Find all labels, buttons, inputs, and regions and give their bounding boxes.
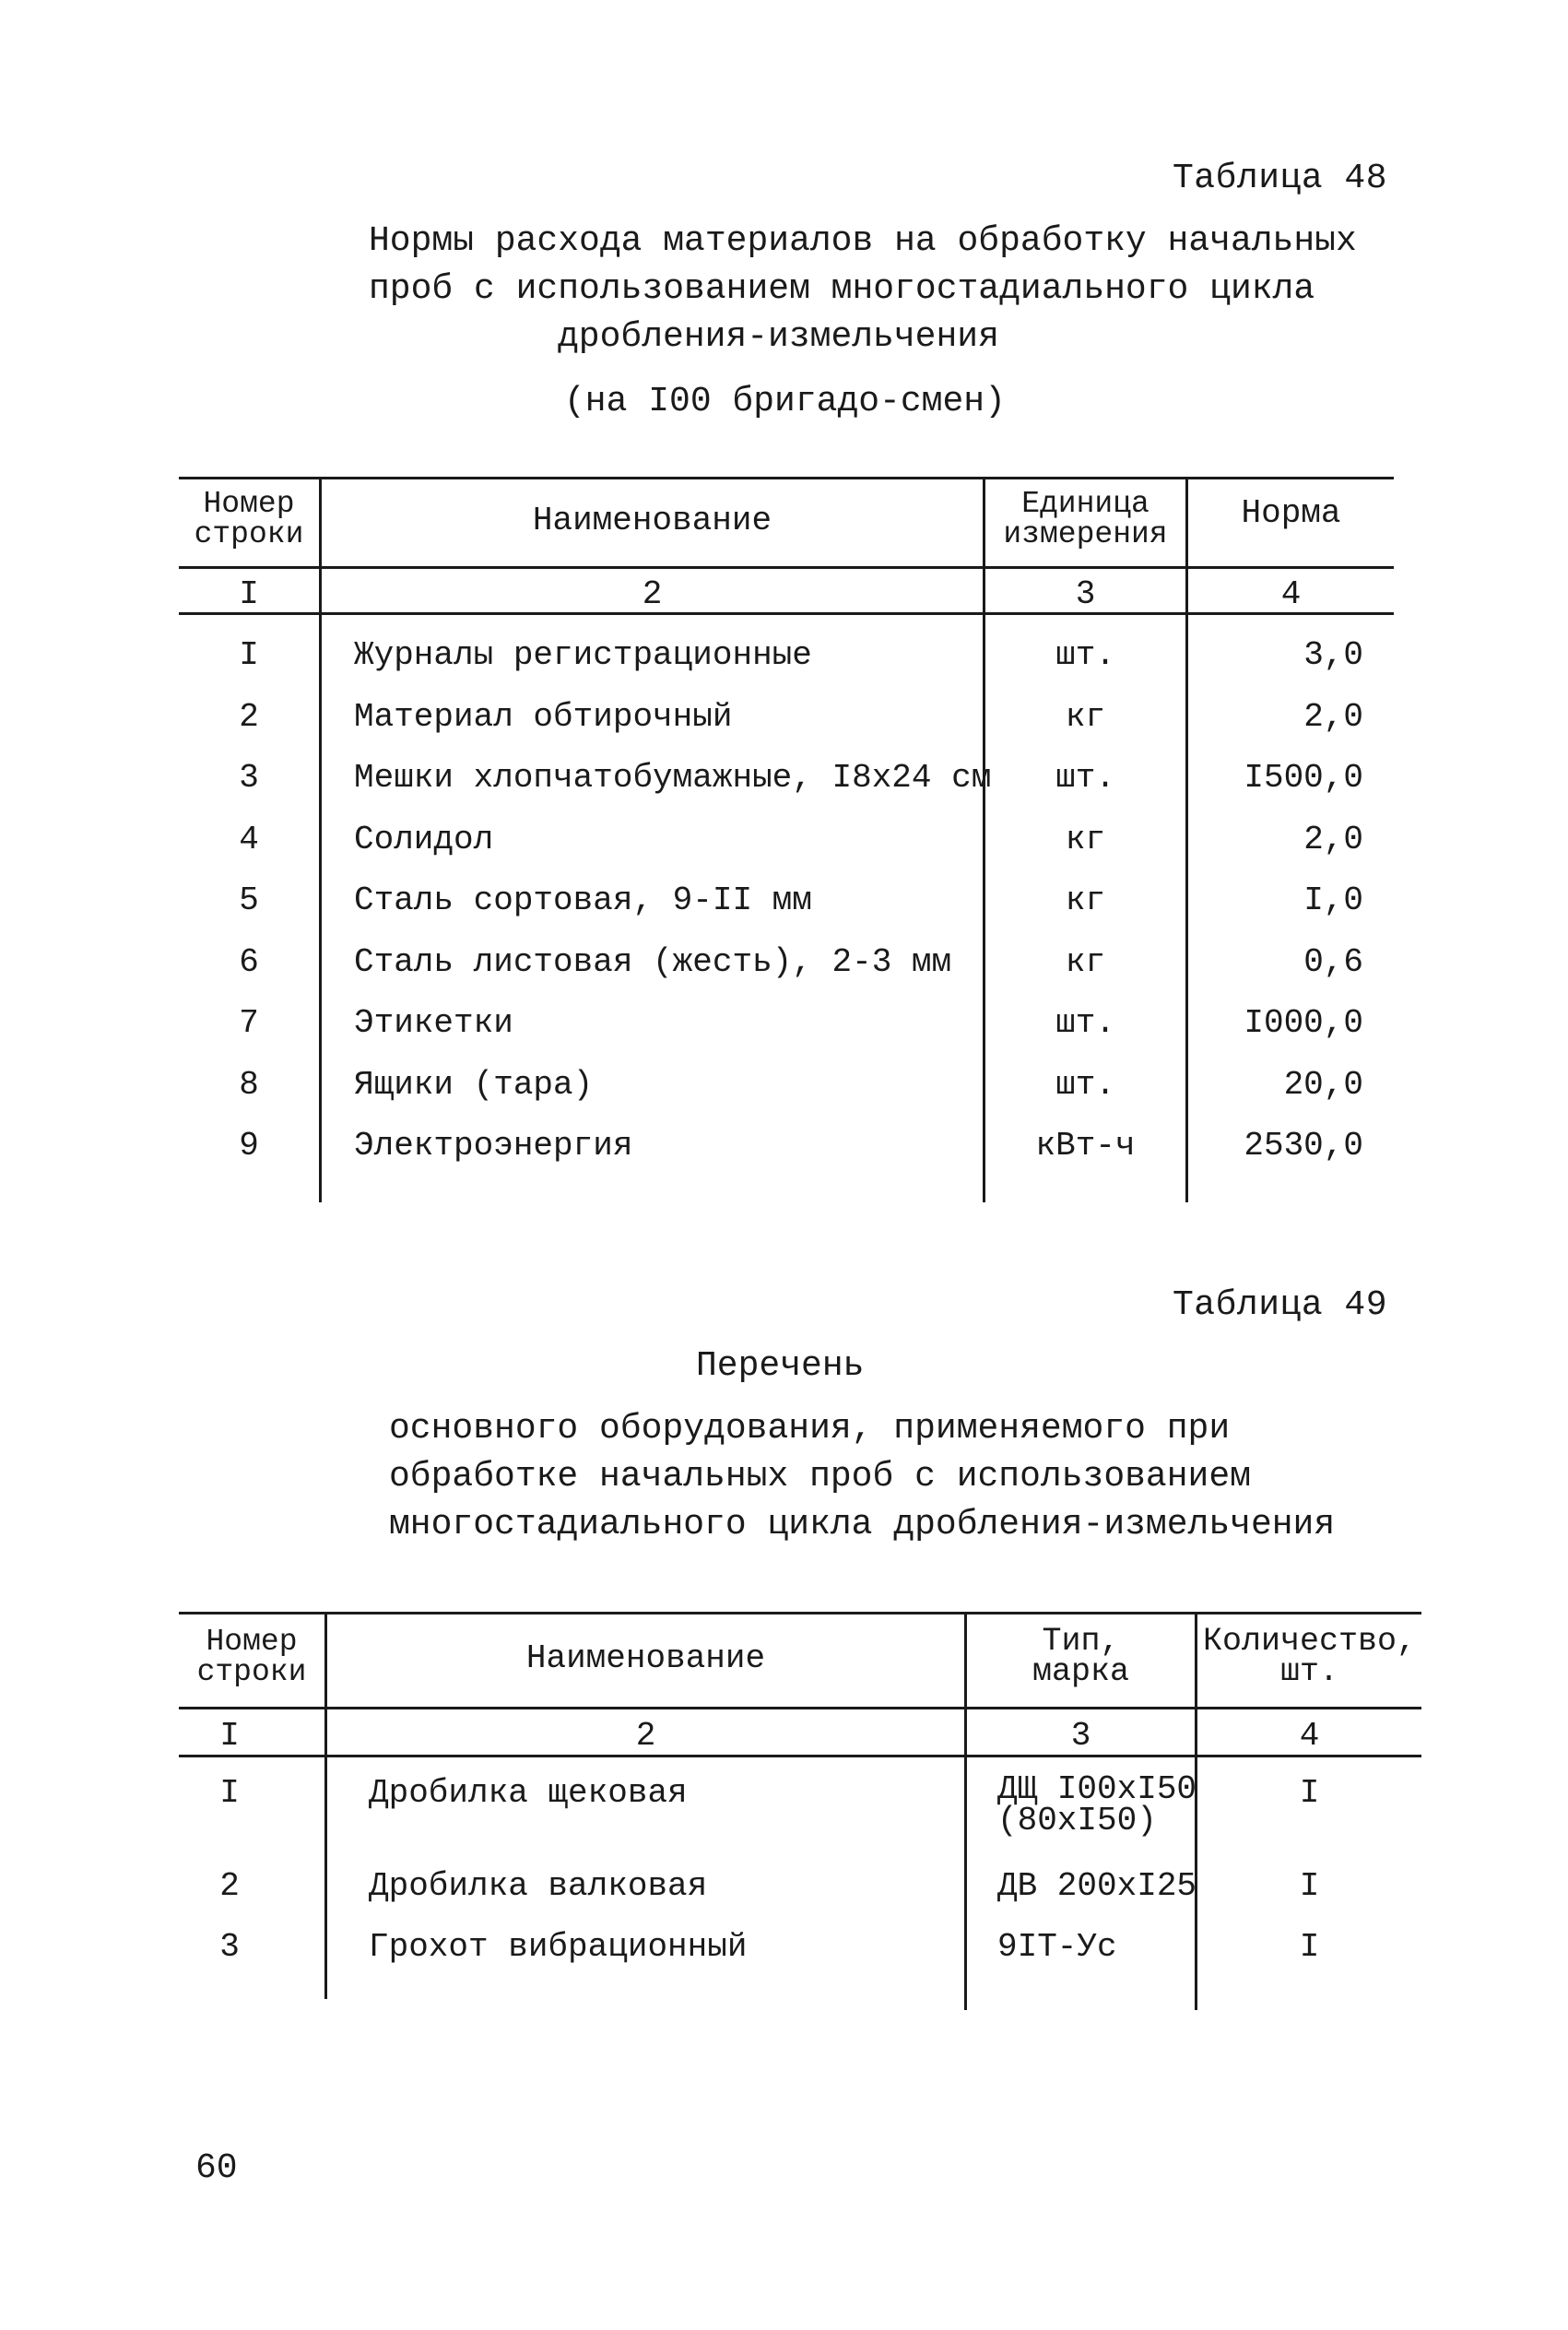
table-49-header-name: Наименование (525, 1639, 766, 1677)
table-48-colnum: 2 (642, 575, 663, 613)
row-name: Мешки хлопчатобумажные, I8x24 см (354, 759, 992, 797)
row-norm: I,0 (1303, 881, 1363, 919)
row-name: Дробилка валковая (369, 1867, 708, 1905)
table-49-colnum: I (219, 1717, 240, 1755)
row-norm: 2,0 (1303, 698, 1363, 736)
row-unit: кг (1065, 881, 1106, 919)
row-norm: 2530,0 (1244, 1127, 1363, 1165)
table-49-top-rule (179, 1612, 1421, 1614)
header-text: измерения (1003, 517, 1168, 551)
table-row (0, 1928, 1568, 1987)
header-text: марка (1032, 1653, 1130, 1690)
table-49-header-rule (179, 1707, 1421, 1709)
row-name: Грохот вибрационный (369, 1928, 748, 1966)
table-49-colnum-rule (179, 1755, 1421, 1757)
row-qty: I (1299, 1867, 1320, 1905)
row-qty: I (1299, 1928, 1320, 1966)
table-48-header-name: Наименование (532, 502, 772, 539)
row-number: 3 (239, 759, 259, 797)
table-48-title-line: проб с использованием многостадиального цикла (369, 269, 1315, 309)
table-row (0, 1004, 1568, 1063)
row-name: Электроэнергия (354, 1127, 633, 1165)
row-number: 8 (239, 1066, 259, 1104)
table-row (0, 821, 1568, 880)
table-49-colnum: 3 (1070, 1717, 1091, 1755)
row-number: 5 (239, 881, 259, 919)
table-48-header-unit (985, 489, 1185, 550)
row-type (997, 1770, 1197, 1839)
row-number: 2 (219, 1867, 240, 1905)
table-row (0, 943, 1568, 1002)
table-row (0, 1127, 1568, 1186)
table-row (0, 698, 1568, 757)
row-name: Солидол (354, 821, 494, 858)
row-type: 9IТ-Ус (997, 1928, 1117, 1966)
table-row (0, 1066, 1568, 1125)
header-text: шт. (1279, 1653, 1338, 1690)
table-48-colnum: 3 (1075, 575, 1096, 613)
table-row (0, 759, 1568, 818)
row-type-line: ДЩ I00xI50 (997, 1770, 1197, 1808)
header-text: Номер (206, 1625, 298, 1659)
table-48-title-line: Нормы расхода материалов на обработку начальных (369, 221, 1357, 261)
table-48-colnum: I (239, 575, 259, 613)
table-49-subtitle-line: многостадиального цикла дробления-измельчения (389, 1505, 1336, 1544)
table-row (0, 636, 1568, 695)
table-49-colnum: 2 (635, 1717, 656, 1755)
row-number: I (219, 1774, 240, 1812)
header-text: строки (194, 517, 304, 551)
table-49-header-type (967, 1623, 1195, 1690)
table-49-colnum: 4 (1299, 1717, 1320, 1755)
row-norm: 2,0 (1303, 821, 1363, 858)
row-name: Сталь листовая (жесть), 2-3 мм (354, 943, 952, 981)
table-49-subtitle-line: основного оборудования, применяемого при (389, 1409, 1231, 1449)
row-type-line: (80xI50) (997, 1802, 1157, 1839)
row-unit: кг (1065, 698, 1106, 736)
table-49-label: Таблица 49 (1173, 1285, 1388, 1325)
row-qty: I (1299, 1774, 1320, 1812)
row-norm: I500,0 (1244, 759, 1363, 797)
row-number: 9 (239, 1127, 259, 1165)
table-row (0, 881, 1568, 940)
header-text: Номер (203, 487, 295, 521)
table-48-header-num (179, 489, 319, 550)
row-norm: 20,0 (1283, 1066, 1363, 1104)
row-norm: 3,0 (1303, 636, 1363, 674)
page-number: 60 (195, 2148, 238, 2188)
row-unit: кг (1065, 943, 1106, 981)
header-text: Количество, (1202, 1623, 1417, 1660)
header-text: строки (196, 1655, 307, 1689)
row-name: Материал обтирочный (354, 698, 733, 736)
row-norm: I000,0 (1244, 1004, 1363, 1042)
table-48-colnum: 4 (1280, 575, 1302, 613)
table-48-label: Таблица 48 (1173, 159, 1388, 198)
table-48-header-norm: Норма (1241, 494, 1341, 532)
table-49-subtitle (389, 1405, 1335, 1549)
row-number: 4 (239, 821, 259, 858)
row-type: ДВ 200xI25 (997, 1867, 1197, 1905)
row-unit: шт. (1055, 1066, 1115, 1104)
header-text: Тип, (1042, 1623, 1120, 1660)
row-number: I (239, 636, 259, 674)
header-text: Единица (1021, 487, 1149, 521)
row-name: Дробилка щековая (369, 1774, 688, 1812)
row-number: 3 (219, 1928, 240, 1966)
row-unit: шт. (1055, 1004, 1115, 1042)
table-48-header-rule (179, 566, 1394, 569)
table-48-title-line: дробления-измельчения (558, 317, 999, 357)
table-row (0, 1770, 1568, 1839)
row-unit: шт. (1055, 759, 1115, 797)
table-48-subtitle: (на I00 бригадо-смен) (564, 382, 1006, 421)
table-49-header-qty (1197, 1623, 1421, 1690)
table-48-title (369, 218, 1357, 361)
row-name: Этикетки (354, 1004, 513, 1042)
row-name: Журналы регистрационные (354, 636, 812, 674)
row-number: 2 (239, 698, 259, 736)
row-unit: кВт-ч (1035, 1127, 1136, 1165)
row-number: 7 (239, 1004, 259, 1042)
table-49-header-num (179, 1626, 324, 1687)
row-name: Ящики (тара) (354, 1066, 594, 1104)
table-49-subtitle-line: обработке начальных проб с использованием (389, 1457, 1251, 1496)
row-unit: кг (1065, 821, 1106, 858)
row-number: 6 (239, 943, 259, 981)
table-row (0, 1867, 1568, 1926)
row-name: Сталь сортовая, 9-II мм (354, 881, 812, 919)
row-norm: 0,6 (1303, 943, 1363, 981)
table-49-title: Перечень (696, 1346, 865, 1386)
row-unit: шт. (1055, 636, 1115, 674)
table-48-top-rule (179, 477, 1394, 479)
